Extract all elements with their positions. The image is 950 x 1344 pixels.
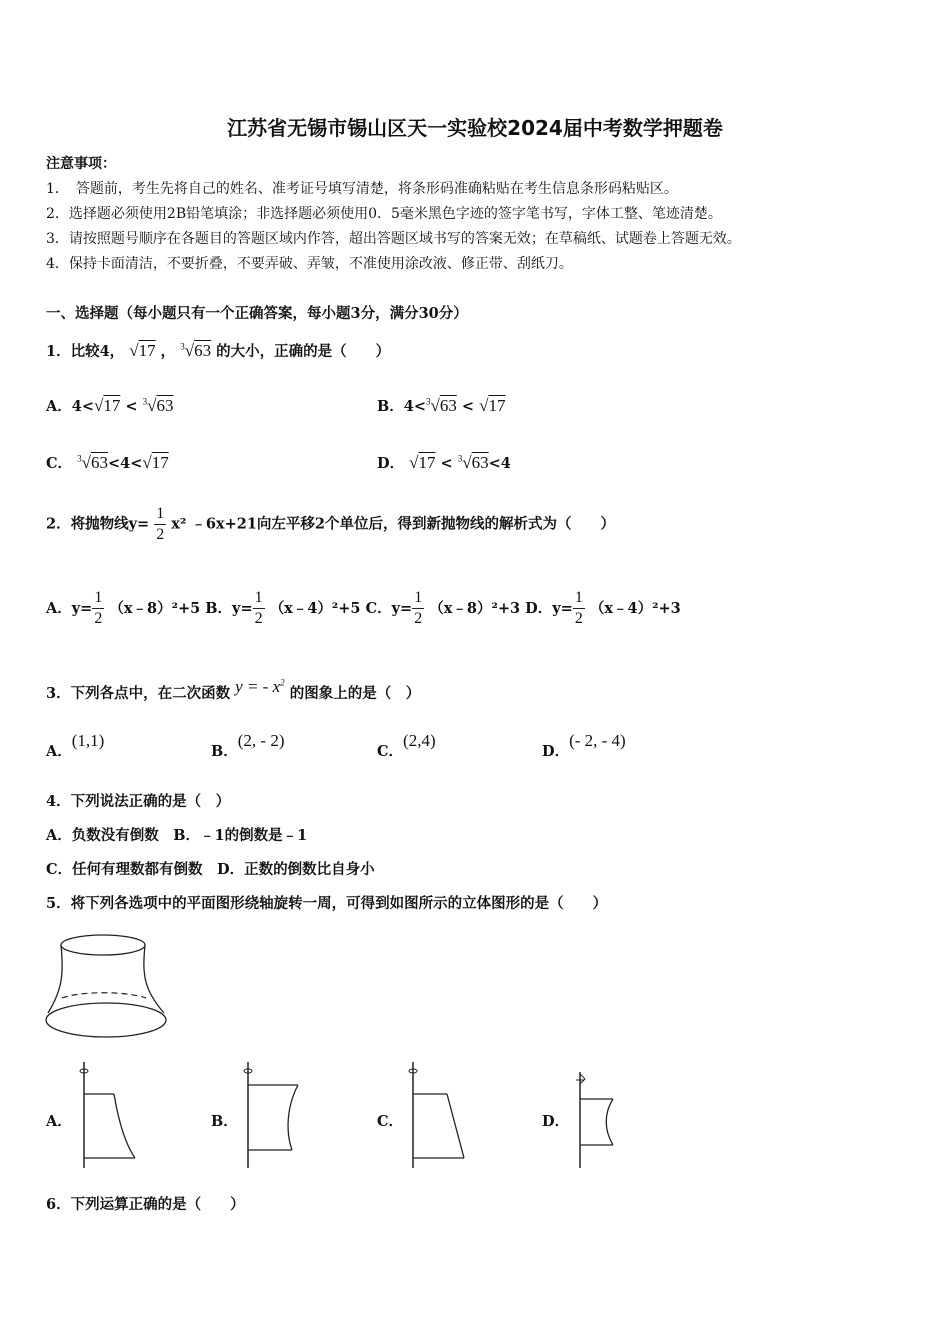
q4-options-cd: C．任何有理数都有倒数 D．正数的倒数比自身小: [46, 861, 375, 878]
fraction-half: $\frac{1}{2}$: [156, 505, 165, 543]
sqrt17-expression: √17: [129, 341, 156, 360]
note-item-4: 4．保持卡面清洁，不要折叠，不要弄破、弄皱，不准使用涂改液、修正带、刮纸刀。: [46, 256, 573, 272]
question-5-stem: 5．将下列各选项中的平面图形绕轴旋转一周，可得到如图所示的立体图形的是（ ）: [46, 895, 608, 912]
q2-option-a: A．y= $\frac{1}{2}$ （x﹣8）²+5: [46, 589, 201, 627]
cbrt63-expression: $^3$√63: [180, 341, 212, 360]
notes-heading: 注意事项：: [46, 156, 116, 172]
q5-option-c-label: C．: [377, 1113, 404, 1130]
q2-option-d: D．y= $\frac{1}{2}$ （x﹣4）²+3: [525, 589, 681, 627]
q1-option-b: B．4<$^3$√63 < √17: [377, 396, 506, 415]
q2-options: [46, 589, 681, 628]
page-title: 江苏省无锡市锡山区天一实验校2024届中考数学押题卷: [227, 116, 723, 140]
question-1-stem: [46, 340, 390, 361]
q1-stem-a: 1．比较4，: [46, 343, 125, 360]
q5-option-c-figure: [401, 1058, 473, 1170]
q1-stem-b: 的大小，正确的是（ ）: [216, 343, 391, 360]
q5-option-a-label: A．: [46, 1113, 72, 1130]
q5-option-d-label: D．: [542, 1113, 570, 1130]
q2-option-b: B．y= $\frac{1}{2}$ （x﹣4）²+5: [205, 589, 361, 627]
section-heading: 一、选择题（每小题只有一个正确答案，每小题3分，满分30分）: [46, 305, 468, 322]
q2-option-c: C．y= $\frac{1}{2}$ （x﹣8）²+3: [365, 589, 521, 627]
q5-option-d-figure: [568, 1058, 640, 1170]
q3-option-d: D．(- 2, - 4): [542, 731, 626, 760]
solid-figure: [40, 925, 175, 1045]
q4-options-ab: A．负数没有倒数 B．﹣1的倒数是﹣1: [46, 827, 308, 844]
q3-option-b: B．(2, - 2): [211, 731, 285, 760]
q3-option-c: C．(2,4): [377, 731, 436, 760]
q3-option-a: A．(1,1): [46, 731, 105, 760]
quadratic-function: y = - $x^2$: [235, 677, 285, 696]
question-6-stem: 6．下列运算正确的是（ ）: [46, 1196, 245, 1213]
q5-option-a-figure: [72, 1058, 144, 1170]
question-4-stem: 4．下列说法正确的是（ ）: [46, 793, 231, 810]
question-2-stem: 2．将抛物线y= $\frac{1}{2}$ x² ﹣6x+21向左平移2个单位后，得到新抛物线的解析式为（ ）: [46, 505, 615, 543]
q5-option-b-label: B．: [211, 1113, 238, 1130]
q1-option-d: D． √17 < $^3$√63<4: [377, 453, 511, 472]
note-item-2: 2．选择题必须使用2B铅笔填涂；非选择题必须使用0．5毫米黑色字迹的签字笔书写，字体工整、笔迹清楚。: [46, 206, 722, 222]
q5-option-b-figure: [236, 1058, 308, 1170]
question-3-stem: 3．下列各点中，在二次函数 y = - $x^2$ 的图象上的是（ ）: [46, 677, 421, 702]
q1-option-a: A．4<√17 < $^3$√63: [46, 396, 174, 415]
note-item-3: 3．请按照题号顺序在各题目的答题区域内作答，超出答题区域书写的答案无效；在草稿纸、试题卷上答题无效。: [46, 231, 741, 247]
q1-option-c: C． $^3$√63<4<√17: [46, 453, 169, 472]
q1-separator: ，: [160, 343, 176, 360]
note-item-1: 1． 答题前，考生先将自己的姓名、准考证号填写清楚，将条形码准确粘贴在考生信息条形码粘贴区。: [46, 181, 678, 197]
